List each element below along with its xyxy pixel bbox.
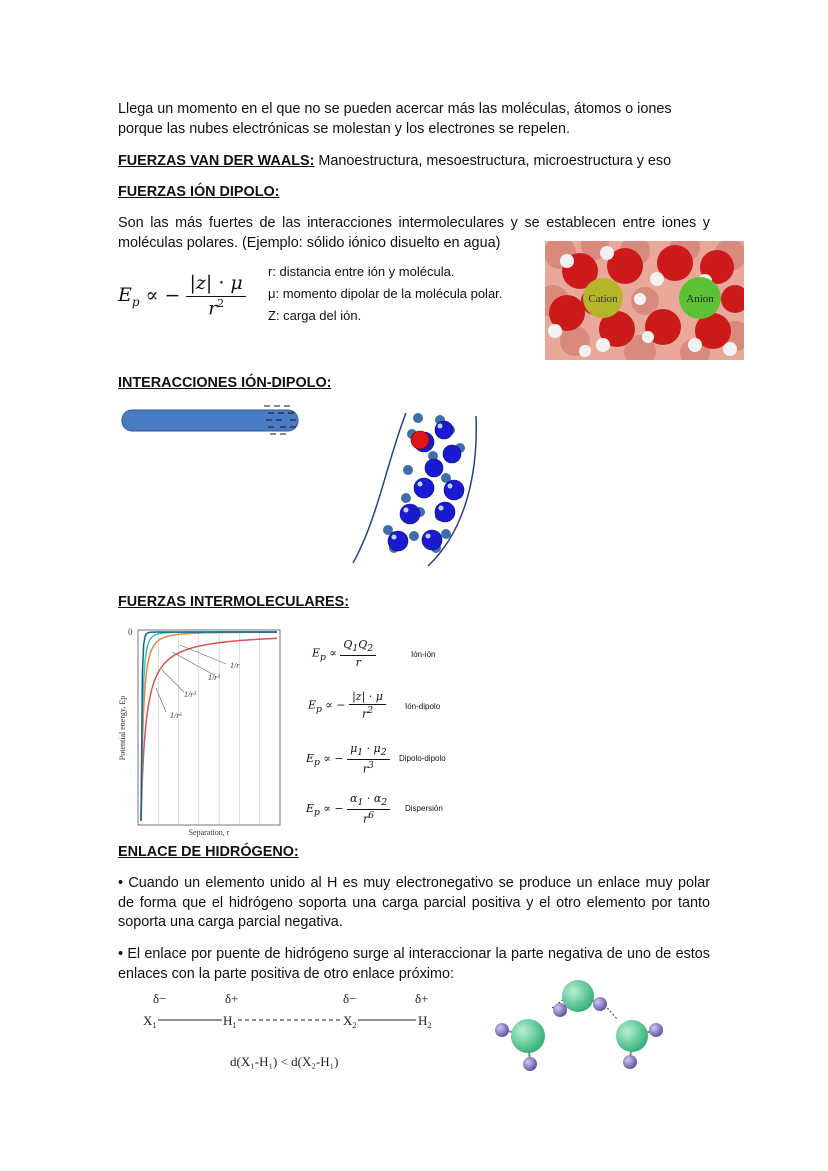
potential-energy-chart xyxy=(116,622,288,840)
van-der-waals-line xyxy=(118,152,710,172)
hidrogeno-bullet-1: • Cuando un elemento unido al H es muy electronegativo se produce un enlace muy polar de forma que el hidrógeno soporta una carga parcial positiva y el otro elemento por tanto soporta una carga parcial negativa. xyxy=(118,875,710,930)
anion-label: Anion xyxy=(686,293,714,305)
eq-ion-ion: $E_p$ ∝ $\frac{Q_1Q_2}{r}$ xyxy=(312,638,376,669)
atom-labels xyxy=(143,1013,431,1030)
cation-label: Cation xyxy=(588,293,618,305)
water-molecules-model xyxy=(490,978,670,1074)
solvation-image xyxy=(545,241,744,360)
svg-text:H2: $H_2$ xyxy=(418,1013,432,1030)
interacciones-heading: INTERACCIONES IÓN-DIPOLO: xyxy=(118,375,332,391)
eq-dispersion-label: Dispersión xyxy=(405,804,443,813)
charge-x1: δ− xyxy=(153,991,167,1006)
ion-dipolo-heading: FUERZAS IÓN DIPOLO: xyxy=(118,184,280,200)
ion-dipole-formula: $E_p$ ∝ − $\frac{|z| \cdot \mu}{r^2}$ xyxy=(118,272,246,321)
curve-label-1r6: 1/r⁶ xyxy=(170,711,183,720)
svg-text:X2: $X_2$ xyxy=(343,1013,357,1030)
water-stream-diagram xyxy=(348,408,488,568)
legend-r: r: distancia entre ión y molécula. xyxy=(268,264,455,279)
hidrogeno-heading: ENLACE DE HIDRÓGENO: xyxy=(118,844,299,860)
charge-h2: δ+ xyxy=(415,991,429,1006)
hidrogeno-heading-line xyxy=(118,843,710,863)
curve-label-1r: 1/r xyxy=(230,661,240,670)
curve-label-1r2: 1/r² xyxy=(208,673,220,682)
charged-rod-diagram xyxy=(118,402,308,442)
ion-dipolo-paragraph: Son las más fuertes de las interacciones intermoleculares y se establecen entre iones y moléculas polares. (Ejemplo: sólido iónico disuelto en agua) xyxy=(118,215,710,251)
plot-area xyxy=(138,630,280,825)
eq-ion-ion-label: Ión-ión xyxy=(411,650,436,659)
intermoleculares-heading-line xyxy=(118,593,710,613)
svg-text:H1: $H_1$ xyxy=(223,1013,237,1030)
eq-ion-dipolo-label: Ión-dipolo xyxy=(405,702,441,711)
hidrogeno-bullet-2: • El enlace por puente de hidrógeno surge al interaccionar la parte negativa de uno de estos enlaces con la parte positiva de otro enlace próximo: xyxy=(118,946,710,982)
van-der-waals-heading: FUERZAS VAN DER WAALS: xyxy=(118,153,315,169)
bond-distance-inequality: d(X₁-H₁) < d(X₂-H₁) xyxy=(230,1054,339,1069)
y-axis-label: Potential energy, Ep xyxy=(118,695,127,761)
interacciones-heading-line xyxy=(118,374,710,394)
eq-ion-dipolo: $E_p$ ∝ − $\frac{|z| \cdot \mu}{r^2}$ xyxy=(308,690,386,721)
curve-label-1r3: 1/r³ xyxy=(184,690,196,699)
eq-dispersion: $E_p$ ∝ − $\frac{\alpha_1 \cdot \alpha_2}{r^6}$ xyxy=(306,792,390,826)
intro-paragraph: Llega un momento en el que no se pueden acercar más las moléculas, átomos o iones porque las nubes electrónicas se molestan y los electrones se repelen. xyxy=(118,101,672,137)
y-tick-zero: 0 xyxy=(128,627,133,637)
svg-text:X1: $X_1$ xyxy=(143,1013,157,1030)
ion-dipolo-heading-line xyxy=(118,183,710,203)
intermoleculares-heading: FUERZAS INTERMOLECULARES: xyxy=(118,594,350,610)
ion-dipolo-legend xyxy=(268,261,502,327)
legend-mu: μ: momento dipolar de la molécula polar. xyxy=(268,286,503,301)
x-axis-label: Separation, r xyxy=(188,828,230,837)
eq-dipolo-dipolo: $E_p$ ∝ − $\frac{\mu_1 \cdot \mu_2}{r^3}$ xyxy=(306,742,390,776)
charge-x2: δ− xyxy=(343,991,357,1006)
eq-dipolo-dipolo-label: Dipolo-dipolo xyxy=(399,754,446,763)
charge-h1: δ+ xyxy=(225,991,239,1006)
hydrogen-bond-diagram xyxy=(138,988,448,1072)
legend-z: Z: carga del ión. xyxy=(268,308,362,323)
van-der-waals-text: Manoestructura, mesoestructura, microestructura y eso xyxy=(314,153,672,169)
